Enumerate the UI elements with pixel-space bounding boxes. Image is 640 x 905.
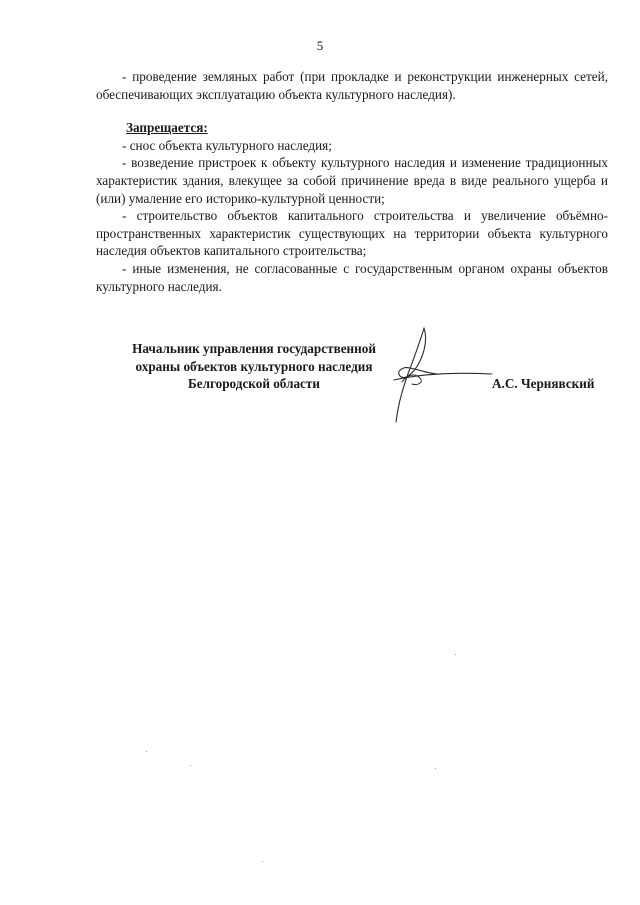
handwritten-signature <box>380 322 500 426</box>
signer-position <box>112 340 396 393</box>
signer-position-line-1: Начальник управления государственной <box>132 341 376 356</box>
page-number: 5 <box>316 38 324 53</box>
intro-list-item: - проведение земляных работ (при прокладке и реконструкции инженерных сетей, обеспечивающих эксплуатацию объекта культурного наследия). <box>96 69 608 102</box>
scan-speck <box>455 654 456 655</box>
prohibited-item-2: - возведение пристроек к объекту культурного наследия и изменение традиционных характеристик здания, влекущее за собой причинение вреда в виде реального ущерба и (или) умаление его историко-культурной ценности; <box>96 155 608 206</box>
signer-position-line-3: Белгородской области <box>188 376 320 392</box>
prohibited-item-3: - строительство объектов капитального строительства и увеличение объёмно-пространственных характеристик существующих на территории объекта культурного наследия объектов капитального строительства; <box>96 208 608 259</box>
signer-position-line-2: охраны объектов культурного наследия <box>135 358 373 374</box>
signer-name: А.С. Чернявский <box>492 376 595 391</box>
scan-speck <box>435 768 436 769</box>
scan-speck <box>190 765 191 766</box>
document-body <box>96 68 608 295</box>
prohibited-heading: Запрещается: <box>126 120 208 136</box>
prohibited-item-4: - иные изменения, не согласованные с государственным органом охраны объектов культурного наследия. <box>96 260 608 294</box>
prohibited-item-1: - снос объекта культурного наследия; <box>122 137 332 153</box>
scan-speck <box>146 751 147 752</box>
scan-speck <box>262 861 263 862</box>
